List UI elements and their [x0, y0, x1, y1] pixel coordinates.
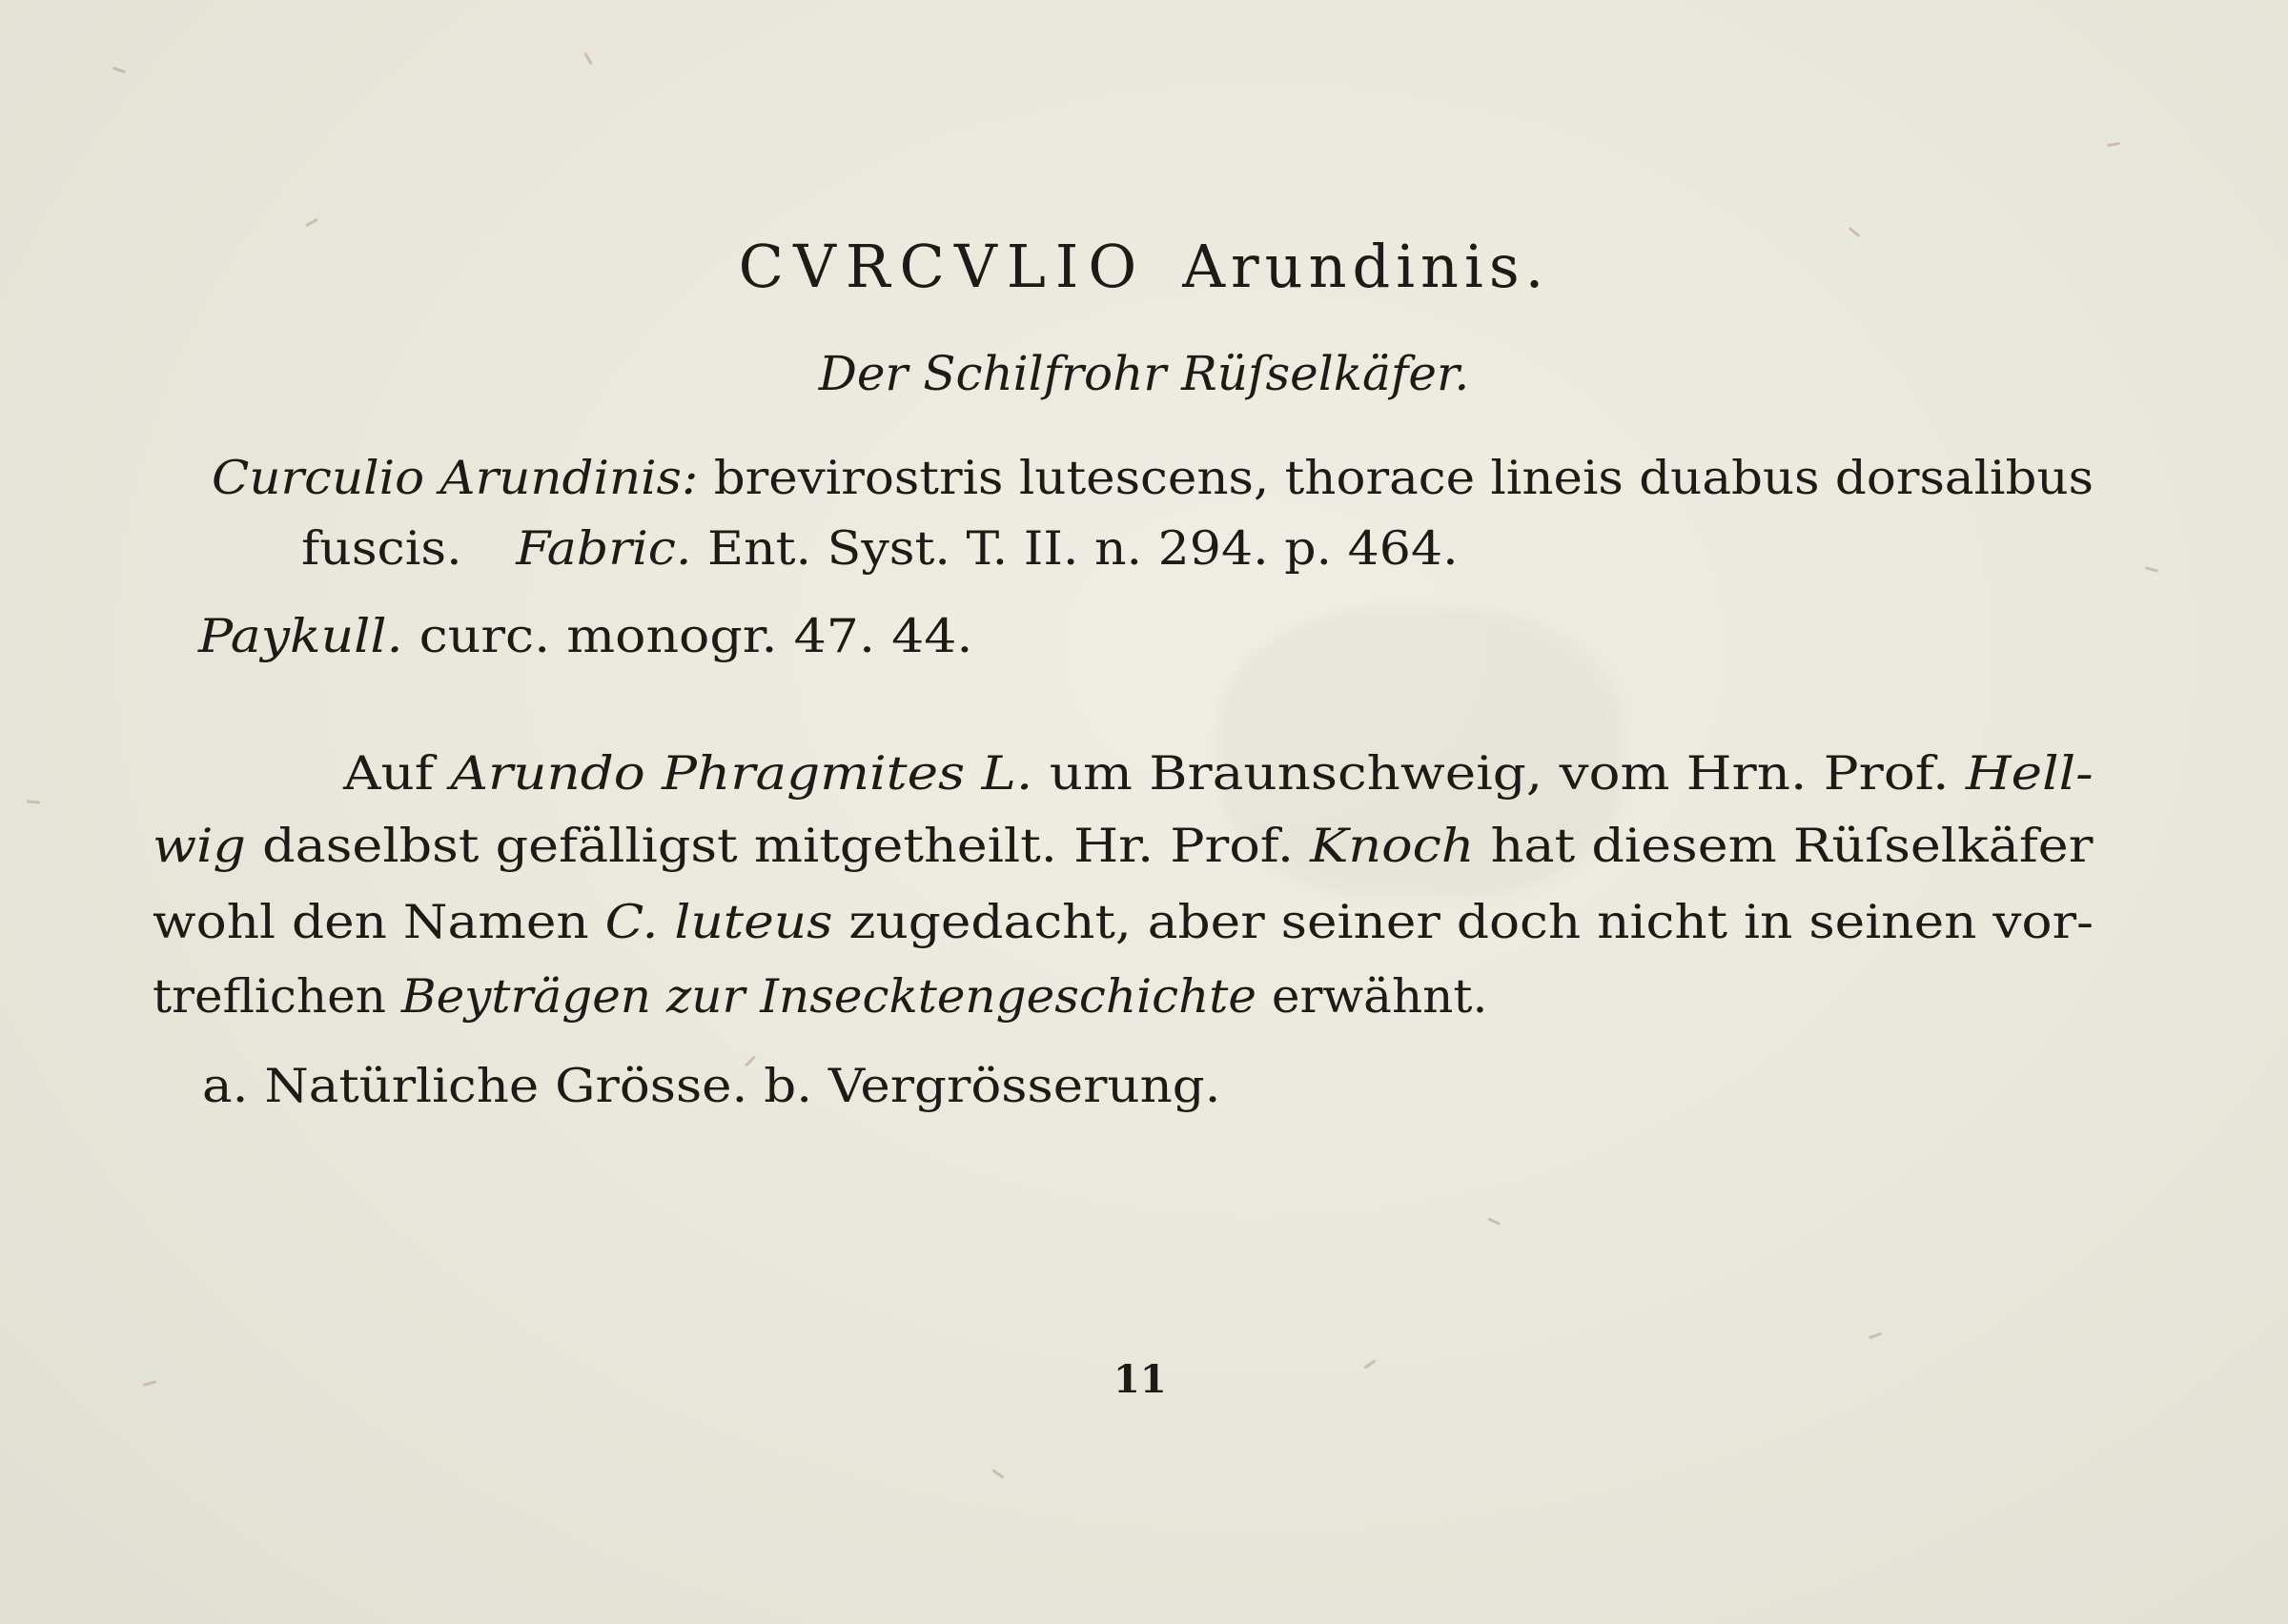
citation-ref-rest: Ent. Syst. T. II. n. 294. p. 464. [707, 521, 1459, 576]
page-number: 11 [1113, 1357, 1167, 1402]
body-italic-name: Knoch [1310, 819, 1475, 873]
paper-speck [1363, 1359, 1376, 1369]
citation-description-2: fuscis. [301, 521, 462, 576]
paper-speck [2107, 142, 2120, 147]
title-species: Arundinis. [1182, 232, 1550, 301]
body-line-2 [153, 818, 2093, 875]
paper-speck [1487, 1217, 1501, 1226]
paper-speck [143, 1380, 156, 1387]
body-line-3 [153, 894, 2094, 951]
paper-speck [1869, 1332, 1882, 1340]
citation-species-name: Curculio Arundinis: [212, 451, 699, 505]
paykull-reference: curc. monogr. 47. 44. [419, 609, 973, 663]
paper-speck [27, 800, 40, 803]
paper-speck [112, 67, 126, 74]
body-text: wohl den Namen [153, 895, 589, 949]
title-genus: CVRCVLIO [738, 232, 1147, 301]
paykull-line [198, 608, 972, 665]
citation-description-1: brevirostris lutescens, thorace lineis duabus dorsalibus [713, 451, 2094, 505]
paper-speck [991, 1469, 1004, 1478]
page-subtitle: Der Schilfrohr Rüſselkäfer. [818, 346, 1470, 401]
citation-ref-author: Fabric. [516, 521, 692, 576]
citation-line-1 [212, 450, 2094, 507]
citation-line-2 [301, 520, 1459, 578]
body-italic-species: C. luteus [604, 895, 833, 949]
paper-speck [583, 52, 593, 66]
body-italic-name: Hell- [1965, 746, 2094, 801]
body-text: daselbst gefälligst mitgetheilt. Hr. Prof. [262, 819, 1294, 873]
page-title [0, 233, 2288, 301]
body-italic-plant: Arundo Phragmites L. [450, 746, 1033, 801]
paykull-author: Paykull. [198, 609, 403, 663]
body-text: Auf [343, 746, 435, 801]
body-text: treflichen [153, 969, 386, 1024]
body-italic-title: Beyträgen zur Insecktengeschichte [400, 969, 1256, 1024]
paper-speck [2145, 566, 2158, 573]
body-text: hat diesem Rüſselkäfer [1490, 819, 2094, 873]
figure-caption: a. Natürliche Grösse. b. Vergrösserung. [202, 1059, 1221, 1113]
body-line-1 [343, 745, 2094, 802]
body-line-4 [153, 968, 1487, 1025]
body-text: zugedacht, aber seiner doch nicht in seinen vor- [848, 895, 2094, 949]
body-text: um Braunschweig, vom Hrn. Prof. [1049, 746, 1950, 801]
paper-speck [305, 218, 318, 228]
body-italic-name: wig [153, 819, 246, 873]
body-text: erwähnt. [1271, 969, 1488, 1024]
